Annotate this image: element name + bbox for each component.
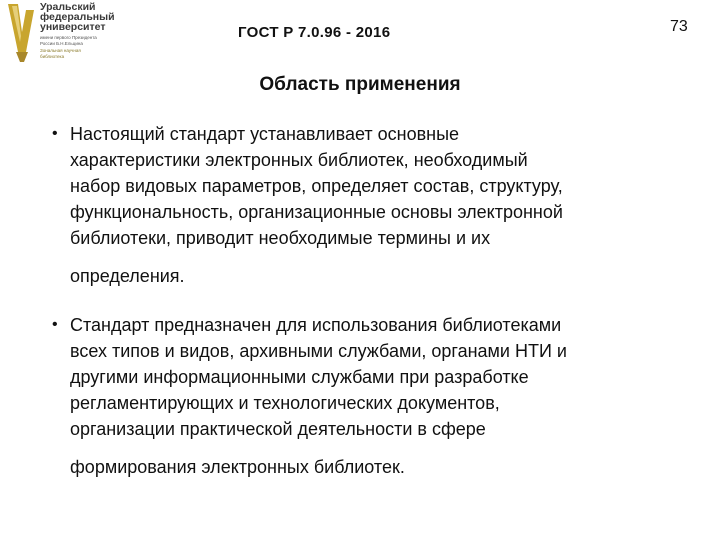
bullet-item <box>52 312 700 480</box>
university-emblem-icon <box>4 2 38 64</box>
university-subtitle <box>40 35 136 46</box>
university-subtitle-line: имени первого Президента <box>40 35 97 40</box>
bullet-text: Настоящий стандарт устанавливает основные характеристики электронных библиотек, необходимый набор видовых параметров, определяет состав, структуру, функциональность, организационные основы электронной библиотеки, приводит необходимые термины и их <box>70 124 563 248</box>
library-name <box>40 48 136 59</box>
university-name-line: Уральский <box>40 1 96 13</box>
library-name-line: Зональная научная <box>40 48 81 53</box>
bullet-text-last-line: определения. <box>70 266 185 286</box>
page-number: 73 <box>670 18 688 35</box>
library-name-line: библиотека <box>40 53 65 59</box>
bullet-item <box>52 121 700 289</box>
header-title: ГОСТ Р 7.0.96 - 2016 <box>238 24 391 41</box>
bullet-text-last-line: формирования электронных библиотек. <box>70 457 405 477</box>
university-name-line: федеральный <box>40 11 115 23</box>
university-subtitle-line: России Б.Н.Ельцина <box>40 40 83 46</box>
university-name <box>40 2 136 32</box>
bullet-marker: • <box>52 316 58 333</box>
university-logo <box>4 2 134 64</box>
bullet-text: Стандарт предназначен для использования библиотеками всех типов и видов, архивными службами, органами НТИ и другими информационными службами при разработке регламентирующих и технологических документов, организации практической деятельности в сфере <box>70 315 567 439</box>
logo-text <box>40 2 136 59</box>
university-name-line: университет <box>40 21 106 33</box>
bullet-marker: • <box>52 125 58 142</box>
slide-title: Область применения <box>259 74 461 95</box>
